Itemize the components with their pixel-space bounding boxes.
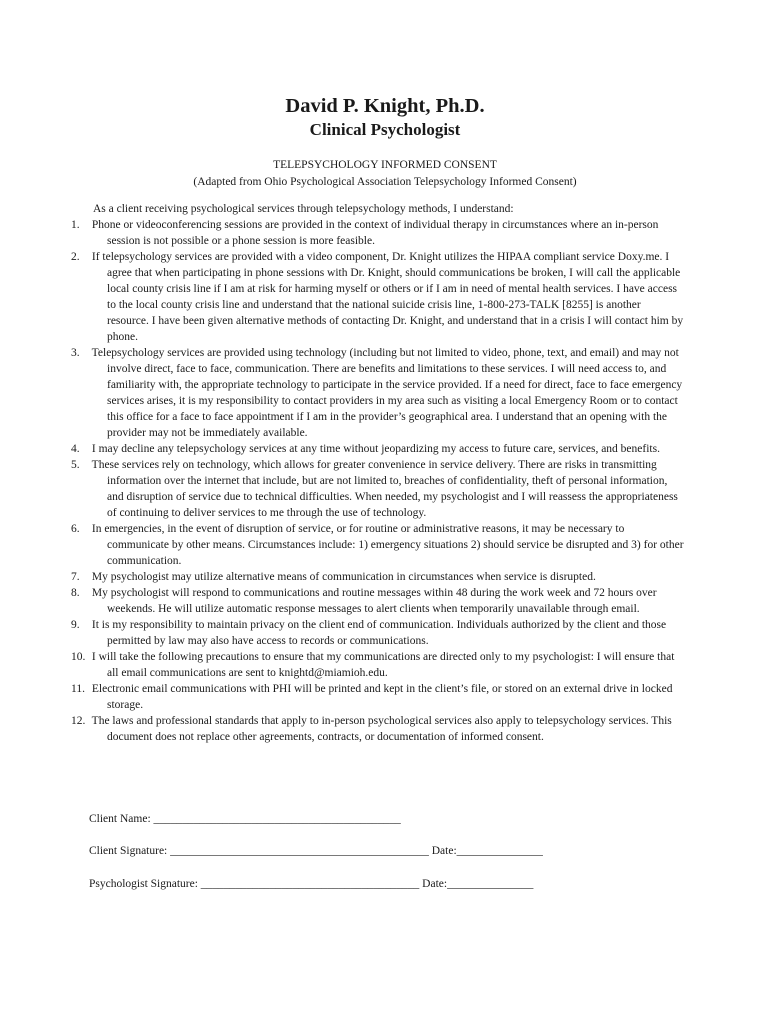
- client-signature-line[interactable]: [89, 843, 689, 859]
- list-item: 12. The laws and professional standards that apply to in-person psychological services also apply to telepsychology services. This document does not replace other agreements, contracts, or documentation of informed consent.: [71, 715, 672, 743]
- list-item: 6. In emergencies, in the event of disruption of service, or for routine or administrative reasons, it may be necessary to communicate by other means. Circumstances include: 1) emergency situations 2) should service be disrupted and 3) for other communication.: [71, 523, 684, 567]
- item-text: In emergencies, in the event of disruption of service, or for routine or administrative reasons, it may be necessary to communicate by other means. Circumstances include: 1) emergency situations 2) should service be disrupted and 3) for other communication.: [91, 523, 684, 567]
- item-text: I will take the following precautions to ensure that my communications are directed only to my psychologist: I will ensure that all email communications are sent to knightd@miamioh.edu.: [91, 651, 675, 679]
- item-text: I may decline any telepsychology services at any time without jeopardizing my access to future care, services, and benefits.: [91, 443, 660, 455]
- item-text: If telepsychology services are provided with a video component, Dr. Knight utilizes the HIPAA compliant service Doxy.me. I agree that when participating in phone sessions with Dr. Knight, should communications be broken, I will call the applicable local county crisis line if I am at risk for harming myself or others or if I am in need of mental health services. I have access to the local county crisis line and understand that the national suicide crisis line, 1-800-273-TALK [8255] is another resource. I have been given alternative methods of contacting Dr. Knight, and understand that in a crisis I will contact him by phone.: [91, 251, 684, 343]
- intro-text: As a client receiving psychological services through telepsychology methods, I understand:: [93, 203, 514, 215]
- consent-body: [71, 201, 685, 745]
- list-item: 3. Telepsychology services are provided using technology (including but not limited to video, phone, text, and email) and may not involve direct, face to face, communication. There are benefits and limitations to these services. I will need access to, and familiarity with, the appropriate technology to participate in the service provided. If a need for direct, face to face emergency services arises, it is my responsibility to contact providers in my area such as visiting a local Emergency Room or to contact this office for a face to face appointment if I am in the provider’s geographical area. I understand that an opening with the provider may not be immediately available.: [71, 347, 683, 439]
- author-title: Clinical Psychologist: [309, 120, 461, 139]
- psychologist-signature-field[interactable]: Psychologist Signature: ______________________________________ Date:_______________: [89, 878, 534, 890]
- list-item: 8. My psychologist will respond to communications and routine messages within 48 during the work week and 72 hours over weekends. He will utilize automatic response messages to alert clients when temporarily unavailable through email.: [71, 587, 657, 615]
- client-signature-field[interactable]: Client Signature: _____________________________________________ Date:_______________: [89, 845, 543, 857]
- list-item: 11. Electronic email communications with PHI will be printed and kept in the client’s file, or stored on an external drive in locked storage.: [71, 683, 673, 711]
- item-text: My psychologist may utilize alternative means of communication in circumstances when service is disrupted.: [91, 571, 596, 583]
- list-item: 10. I will take the following precautions to ensure that my communications are directed only to my psychologist: I will ensure that all email communications are sent to knightd@miamioh.edu.: [71, 651, 675, 679]
- item-text: It is my responsibility to maintain privacy on the client end of communication. Individuals authorized by the client and those permitted by law may also have access to records or communications.: [91, 619, 667, 647]
- author-name: David P. Knight, Ph.D.: [285, 95, 485, 117]
- item-text: Electronic email communications with PHI will be printed and kept in the client’s file, or stored on an external drive in locked storage.: [91, 683, 673, 711]
- list-item: 5. These services rely on technology, which allows for greater convenience in service delivery. There are risks in transmitting information over the internet that include, but are not limited to, breaches of confidentiality, theft of personal information, and disruption of service due to technical difficulties. When needed, my psychologist and I will reassess the appropriateness of continuing to deliver services to me through the use of technology.: [71, 459, 678, 519]
- consent-items: [71, 217, 685, 745]
- list-item: 1. Phone or videoconferencing sessions are provided in the context of individual therapy in circumstances where an in-person session is not possible or a phone session is more feasible.: [71, 219, 659, 247]
- list-item: 9. It is my responsibility to maintain privacy on the client end of communication. Individuals authorized by the client and those permitted by law may also have access to records or communications.: [71, 619, 667, 647]
- list-item: 7. My psychologist may utilize alternative means of communication in circumstances when service is disrupted.: [71, 571, 596, 583]
- item-text: Phone or videoconferencing sessions are provided in the context of individual therapy in circumstances where an in-person session is not possible or a phone session is more feasible.: [91, 219, 659, 247]
- client-name-line[interactable]: [89, 811, 689, 827]
- item-text: The laws and professional standards that apply to in-person psychological services also apply to telepsychology services. This document does not replace other agreements, contracts, or documentation of informed consent.: [91, 715, 672, 743]
- item-text: My psychologist will respond to communications and routine messages within 48 during the work week and 72 hours over weekends. He will utilize automatic response messages to alert clients when temporarily unavailable through email.: [91, 587, 657, 615]
- client-name-field[interactable]: Client Name: ___________________________________________: [89, 813, 401, 825]
- psychologist-signature-line[interactable]: [89, 876, 689, 892]
- list-item: 2. If telepsychology services are provided with a video component, Dr. Knight utilizes the HIPAA compliant service Doxy.me. I agree that when participating in phone sessions with Dr. Knight, should communications be broken, I will call the applicable local county crisis line if I am at risk for harming myself or others or if I am in need of mental health services. I have access to the local county crisis line and understand that the national suicide crisis line, 1-800-273-TALK [8255] is another resource. I have been given alternative methods of contacting Dr. Knight, and understand that in a crisis I will contact him by phone.: [71, 251, 684, 343]
- item-text: These services rely on technology, which allows for greater convenience in service delivery. There are risks in transmitting information over the internet that include, but are not limited to, breaches of confidentiality, theft of personal information, and disruption of service due to technical difficulties. When needed, my psychologist and I will reassess the appropriateness of continuing to deliver services to me through the use of technology.: [91, 459, 678, 519]
- list-item: 4. I may decline any telepsychology services at any time without jeopardizing my access to future care, services, and benefits.: [71, 443, 660, 455]
- item-text: Telepsychology services are provided using technology (including but not limited to video, phone, text, and email) and may not involve direct, face to face, communication. There are benefits and limitations to these services. I will need access to, and familiarity with, the appropriate technology to participate in the service provided. If a need for direct, face to face emergency services arises, it is my responsibility to contact providers in my area such as visiting a local Emergency Room or to contact this office for a face to face appointment if I am in the provider’s geographical area. I understand that an opening with the provider may not be immediately available.: [91, 347, 683, 439]
- document-subtitle: (Adapted from Ohio Psychological Association Telepsychology Informed Consent): [193, 176, 577, 188]
- document-title: TELEPSYCHOLOGY INFORMED CONSENT: [273, 159, 497, 171]
